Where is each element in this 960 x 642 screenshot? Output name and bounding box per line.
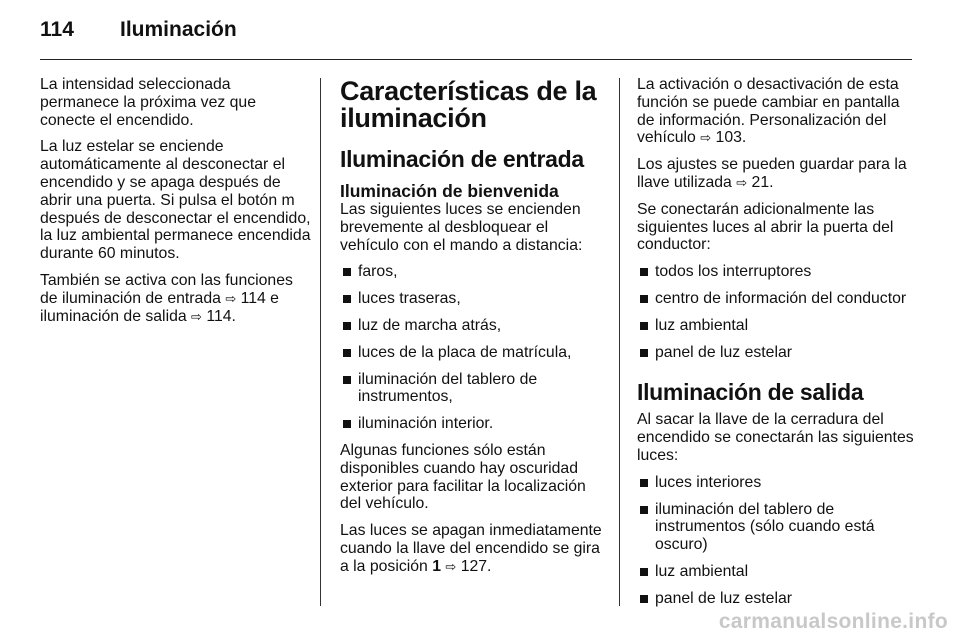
list-item: iluminación del tablero de instrumentos, <box>340 371 608 407</box>
page-reference-link[interactable]: 21. <box>751 173 774 191</box>
bullet-list <box>637 474 915 608</box>
page-reference-link[interactable]: 114 <box>240 289 266 307</box>
text: La activación o desactivación de esta función se puede cambiar en pantalla de información. Personalización del vehículo <box>637 76 900 147</box>
list-item: luces interiores <box>637 474 915 492</box>
section-heading: Iluminación de salida <box>637 379 864 406</box>
paragraph <box>340 522 608 575</box>
list-item: todos los interruptores <box>637 263 915 281</box>
list-item: iluminación interior. <box>340 415 608 433</box>
page-ref-arrow-icon: ⇨ <box>700 130 712 146</box>
list-item: luz ambiental <box>637 563 915 581</box>
list-item: faros, <box>340 263 608 281</box>
paragraph <box>637 76 915 147</box>
page-header <box>40 18 910 58</box>
page-ref-arrow-icon: ⇨ <box>445 558 457 574</box>
paragraph: Las siguientes luces se encienden brevemente al desbloquear el vehículo con el mando a distancia: <box>340 201 583 254</box>
text: Los ajustes se pueden guardar para la llave utilizada <box>637 156 907 191</box>
text: También se activa con las funciones de iluminación de entrada <box>40 271 293 307</box>
column-1 <box>40 76 312 334</box>
paragraph: Se conectarán adicionalmente las siguientes luces al abrir la puerta del conductor: <box>637 200 894 254</box>
subsection-heading: Iluminación de bienvenida <box>340 181 559 201</box>
paragraph: Al sacar la llave de la cerradura del encendido se conectarán las siguientes luces: <box>637 411 914 464</box>
ignition-position: 1 <box>432 557 442 575</box>
header-rule <box>40 59 912 60</box>
page-reference-link[interactable]: 103. <box>715 129 747 147</box>
text: Las luces se apagan inmediatamente cuando la llave del encendido se gira a la posición <box>340 522 602 575</box>
paragraph: La intensidad seleccionada permanece la próxima vez que conecte el encendido. <box>40 76 257 129</box>
list-item: iluminación del tablero de instrumentos (sólo cuando está oscuro) <box>637 501 915 554</box>
text: e iluminación de salida <box>40 289 279 325</box>
chapter-heading: Características de la iluminación <box>340 76 597 133</box>
list-item: luz ambiental <box>637 317 915 335</box>
list-item: luces traseras, <box>340 290 608 308</box>
column-divider-2 <box>619 78 620 606</box>
column-2 <box>340 76 608 585</box>
page-ref-arrow-icon: ⇨ <box>191 308 202 324</box>
text: después de desconectar el encendido, la luz ambiental permanece encendida durante 60 minutos. <box>40 209 311 263</box>
section-title: Iluminación <box>120 18 237 41</box>
column-divider-1 <box>320 78 321 606</box>
column-3 <box>637 76 915 617</box>
bullet-list <box>340 263 608 433</box>
page-reference-link[interactable]: 114. <box>206 307 236 325</box>
page-reference-link[interactable]: 127. <box>460 557 492 575</box>
paragraph <box>40 138 312 263</box>
list-item: centro de información del conductor <box>637 290 915 308</box>
page-ref-arrow-icon: ⇨ <box>736 174 748 190</box>
paragraph <box>637 156 915 192</box>
list-item: luz de marcha atrás, <box>340 317 608 335</box>
list-item: luces de la placa de matrícula, <box>340 344 608 362</box>
bullet-list <box>637 263 915 361</box>
page-number: 114 <box>40 18 74 41</box>
watermark: carmanualsonline.info <box>718 610 948 633</box>
paragraph <box>40 272 312 325</box>
paragraph: Algunas funciones sólo están disponibles cuando hay oscuridad exterior para facilitar la localización del vehículo. <box>340 441 586 513</box>
list-item: panel de luz estelar <box>637 344 915 362</box>
page-ref-arrow-icon: ⇨ <box>225 290 237 306</box>
button-symbol-icon: m <box>281 191 295 209</box>
list-item: panel de luz estelar <box>637 590 915 608</box>
section-heading: Iluminación de entrada <box>340 146 584 172</box>
text: La luz estelar se enciende automáticamente al desconectar el encendido y se apaga después de abrir una puerta. Si pulsa el botón <box>40 138 285 209</box>
